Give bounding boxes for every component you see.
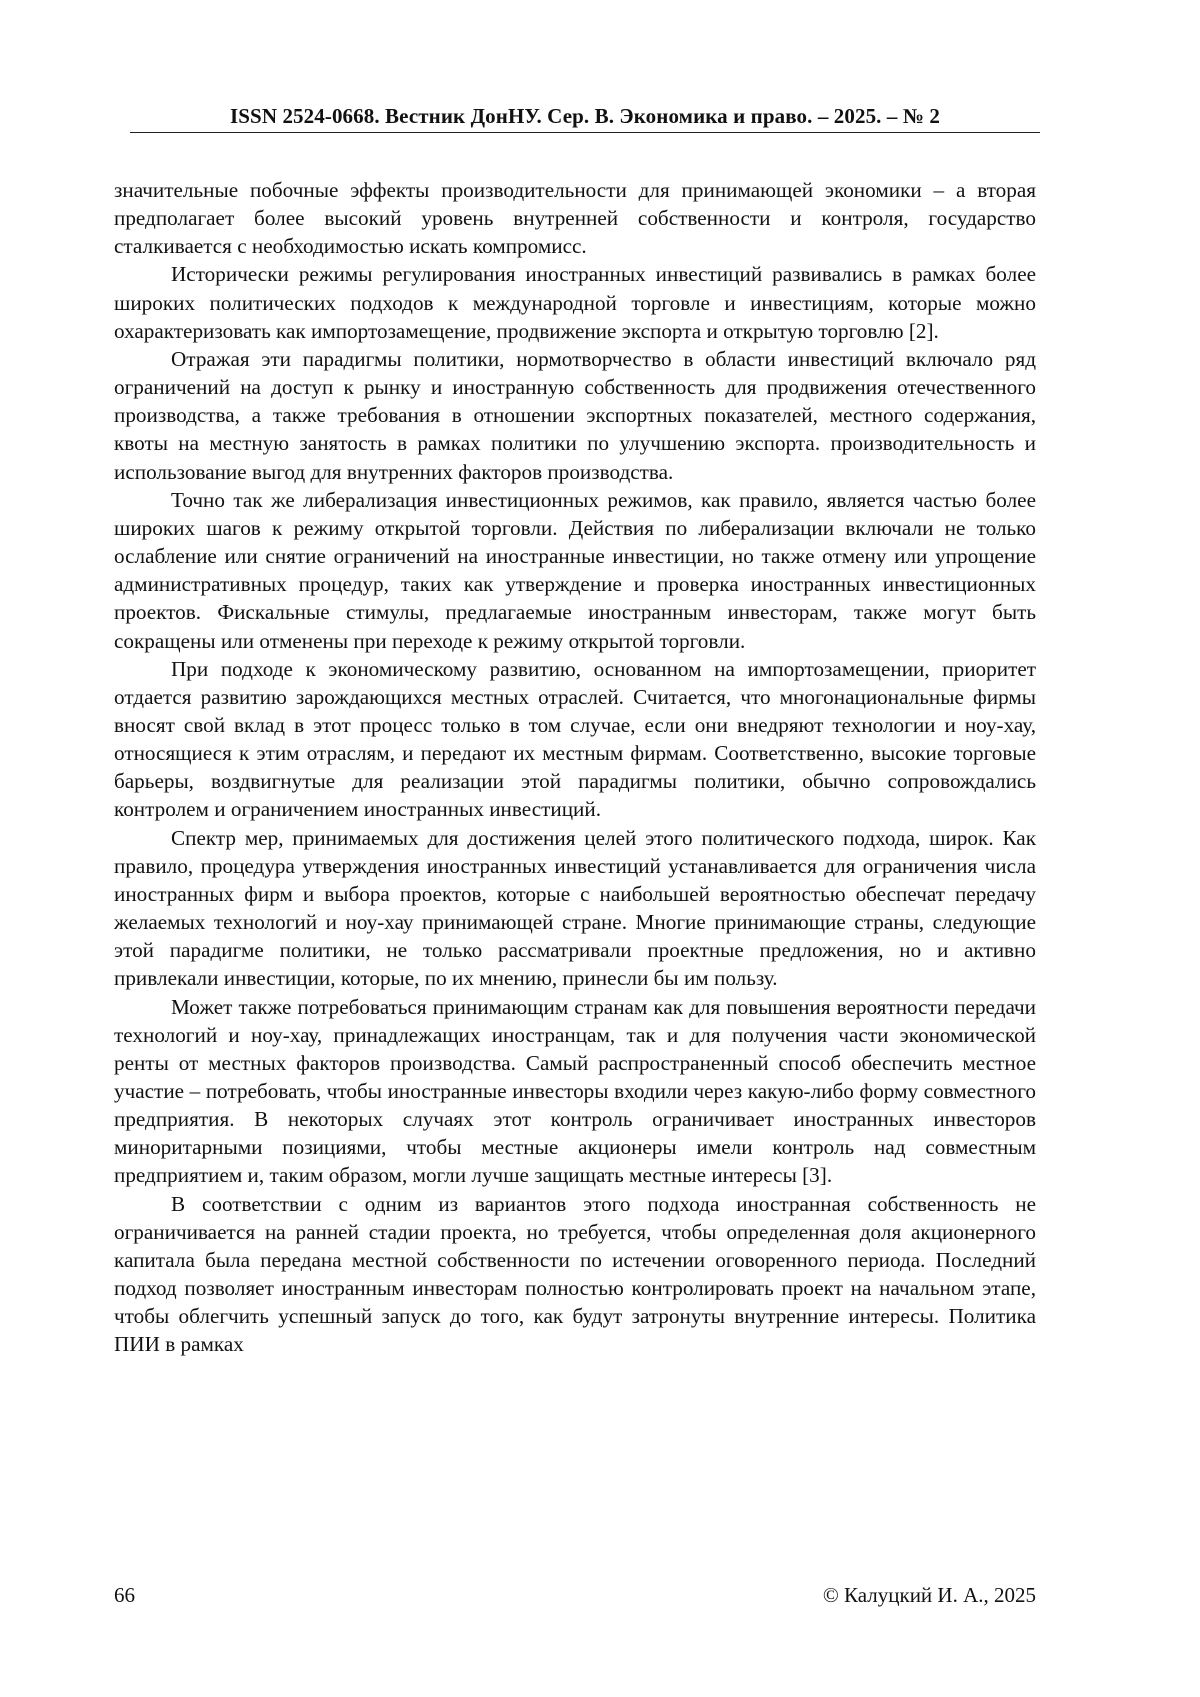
paragraph: Спектр мер, принимаемых для достижения целей этого политического подхода, широк. Как правило, процедура утверждения иностранных инвестиций устанавливается для ограничения числа иностранных фирм и выбора проектов, которые с наибольшей вероятностью обеспечат передачу желаемых технологий и ноу-хау принимающей стране. Многие принимающие страны, следующие этой парадигме политики, не только рассматривали проектные предложения, но и активно привлекали инвестиции, которые, по их мнению, принесли бы им пользу.: [114, 825, 1036, 991]
article-body: [114, 176, 1036, 1359]
paragraph: При подходе к экономическому развитию, основанном на импортозамещении, приоритет отдается развитию зарождающихся местных отраслей. Считается, что многонациональные фирмы вносят свой вклад в этот процесс только в том случае, если они внедряют технологии и ноу-хау, относящиеся к этим отраслям, и передают их местным фирмам. Соответственно, высокие торговые барьеры, воздвигнутые для реализации этой парадигмы политики, обычно сопровождались контролем и ограничением иностранных инвестиций.: [114, 656, 1036, 822]
running-header: ISSN 2524-0668. Вестник ДонНУ. Сер. В. Экономика и право. – 2025. – № 2: [230, 104, 940, 128]
paragraph: Точно так же либерализация инвестиционных режимов, как правило, является частью более широких шагов к режиму открытой торговли. Действия по либерализации включали не только ослабление или снятие ограничений на иностранные инвестиции, но также отмену или упрощение административных процедур, таких как утверждение и проверка иностранных инвестиционных проектов. Фискальные стимулы, предлагаемые иностранным инвесторам, также могут быть сокращены или отменены при переходе к режиму открытой торговли.: [114, 487, 1036, 653]
paragraph: Может также потребоваться принимающим странам как для повышения вероятности передачи технологий и ноу-хау, принадлежащих иностранцам, так и для получения части экономической ренты от местных факторов производства. Самый распространенный способ обеспечить местное участие – потребовать, чтобы иностранные инвесторы входили через какую-либо форму совместного предприятия. В некоторых случаях этот контроль ограничивает иностранных инвесторов миноритарными позициями, чтобы местные акционеры имели контроль над совместным предприятием и, таким образом, могли лучше защищать местные интересы [3].: [114, 994, 1036, 1188]
page-number: 66: [114, 1583, 135, 1607]
copyright-notice: © Калуцкий И. А., 2025: [822, 1583, 1036, 1607]
paragraph-continued: значительные побочные эффекты производительности для принимающей экономики – а вторая предполагает более высокий уровень внутренней собственности и контроля, государство сталкивается с необходимостью искать компромисс.: [114, 178, 1036, 259]
paragraph: Отражая эти парадигмы политики, нормотворчество в области инвестиций включало ряд ограничений на доступ к рынку и иностранную собственность для продвижения отечественного производства, а также требования в отношении экспортных показателей, местного содержания, квоты на местную занятость в рамках политики по улучшению экспорта. производительность и использование выгод для внутренних факторов производства.: [114, 346, 1036, 484]
paragraph: Исторически режимы регулирования иностранных инвестиций развивались в рамках более широких политических подходов к международной торговле и инвестициям, которые можно охарактеризовать как импортозамещение, продвижение экспорта и открытую торговлю [2].: [114, 262, 1036, 343]
paragraph: В соответствии с одним из вариантов этого подхода иностранная собственность не ограничивается на ранней стадии проекта, но требуется, чтобы определенная доля акционерного капитала была передана местной собственности по истечении оговоренного периода. Последний подход позволяет иностранным инвесторам полностью контролировать проект на начальном этапе, чтобы облегчить успешный запуск до того, как будут затронуты внутренние интересы. Политика ПИИ в рамках: [114, 1191, 1036, 1357]
header-rule: [130, 132, 1040, 133]
